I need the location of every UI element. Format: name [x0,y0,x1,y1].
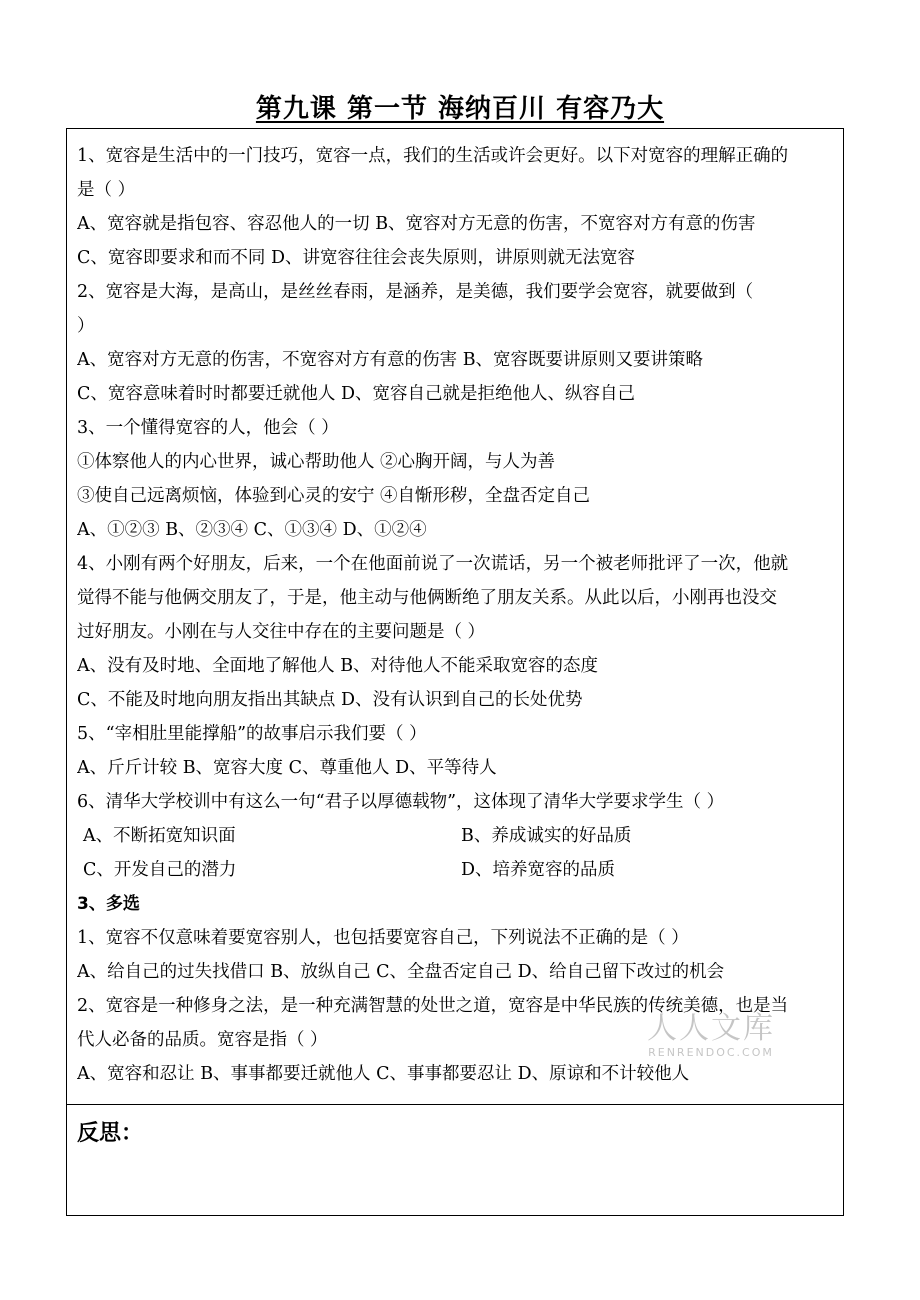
text-line: A、没有及时地、全面地了解他人 B、对待他人不能采取宽容的态度 [77,656,599,676]
text-line: A、给自己的过失找借口 B、放纵自己 C、全盘否定自己 D、给自己留下改过的机会 [77,962,725,982]
watermark-sub-text: RENRENDOC.COM [648,1046,774,1059]
text-line: ①体察他人的内心世界，诚心帮助他人 ②心胸开阔，与人为善 [77,452,556,472]
text-line: 过好朋友。小刚在与人交往中存在的主要问题是（ ） [77,622,486,642]
q6-options-row [77,853,833,887]
text-line: ） [77,316,95,336]
q6-option-c: C、开发自己的潜力 [83,860,237,880]
page-title: 第九课 第一节 海纳百川 有容乃大 [255,94,665,124]
text-line: 2、宽容是一种修身之法，是一种充满智慧的处世之道，宽容是中华民族的传统美德，也是当 [77,996,789,1016]
q6-option-a: A、不断拓宽知识面 [83,826,236,846]
q6-option-b: B、养成诚实的好品质 [461,826,632,846]
text-line: 代人必备的品质。宽容是指（ ） [77,1030,328,1050]
reflection-cell [67,1105,843,1215]
q6-options-row [77,819,833,853]
text-line: 6、清华大学校训中有这么一句“君子以厚德载物”，这体现了清华大学要求学生（ ） [77,792,725,812]
section-heading: 3、多选 [77,894,140,914]
text-line: 觉得不能与他俩交朋友了，于是，他主动与他俩断绝了朋友关系。从此以后，小刚再也没交 [77,588,777,608]
q6-option-d: D、培养宽容的品质 [461,860,616,880]
text-line: A、①②③ B、②③④ C、①③④ D、①②④ [77,520,427,540]
worksheet-table [66,128,844,1216]
text-line: 4、小刚有两个好朋友，后来，一个在他面前说了一次谎话，另一个被老师批评了一次，他就 [77,554,789,574]
text-line: 2、宽容是大海，是高山，是丝丝春雨，是涵养，是美德，我们要学会宽容，就要做到（ [77,282,754,302]
text-line: ③使自己远离烦恼，体验到心灵的安宁 ④自惭形秽，全盘否定自己 [77,486,591,506]
text-line: 是（ ） [77,180,136,200]
text-line: 5、“宰相肚里能撑船”的故事启示我们要（ ） [77,724,427,744]
text-line: A、斤斤计较 B、宽容大度 C、尊重他人 D、平等待人 [77,758,497,778]
text-line: C、宽容即要求和而不同 D、讲宽容往往会丧失原则，讲原则就无法宽容 [77,248,635,268]
text-line: C、宽容意味着时时都要迁就他人 D、宽容自己就是拒绝他人、纵容自己 [77,384,635,404]
questions-cell [67,129,843,1105]
reflection-label: 反思： [77,1121,144,1146]
text-line: A、宽容和忍让 B、事事都要迁就他人 C、事事都要忍让 D、原谅和不计较他人 [77,1064,690,1084]
text-line: A、宽容就是指包容、容忍他人的一切 B、宽容对方无意的伤害，不宽容对方有意的伤害 [77,214,756,234]
text-line: 1、宽容不仅意味着要宽容别人，也包括要宽容自己，下列说法不正确的是（ ） [77,928,689,948]
watermark-main-text: 人人文库 [647,1011,775,1046]
text-line: 3、一个懂得宽容的人，他会（ ） [77,418,339,438]
text-line: 1、宽容是生活中的一门技巧，宽容一点，我们的生活或许会更好。以下对宽容的理解正确的 [77,146,789,166]
text-line: C、不能及时地向朋友指出其缺点 D、没有认识到自己的长处优势 [77,690,583,710]
text-line: A、宽容对方无意的伤害，不宽容对方有意的伤害 B、宽容既要讲原则又要讲策略 [77,350,704,370]
